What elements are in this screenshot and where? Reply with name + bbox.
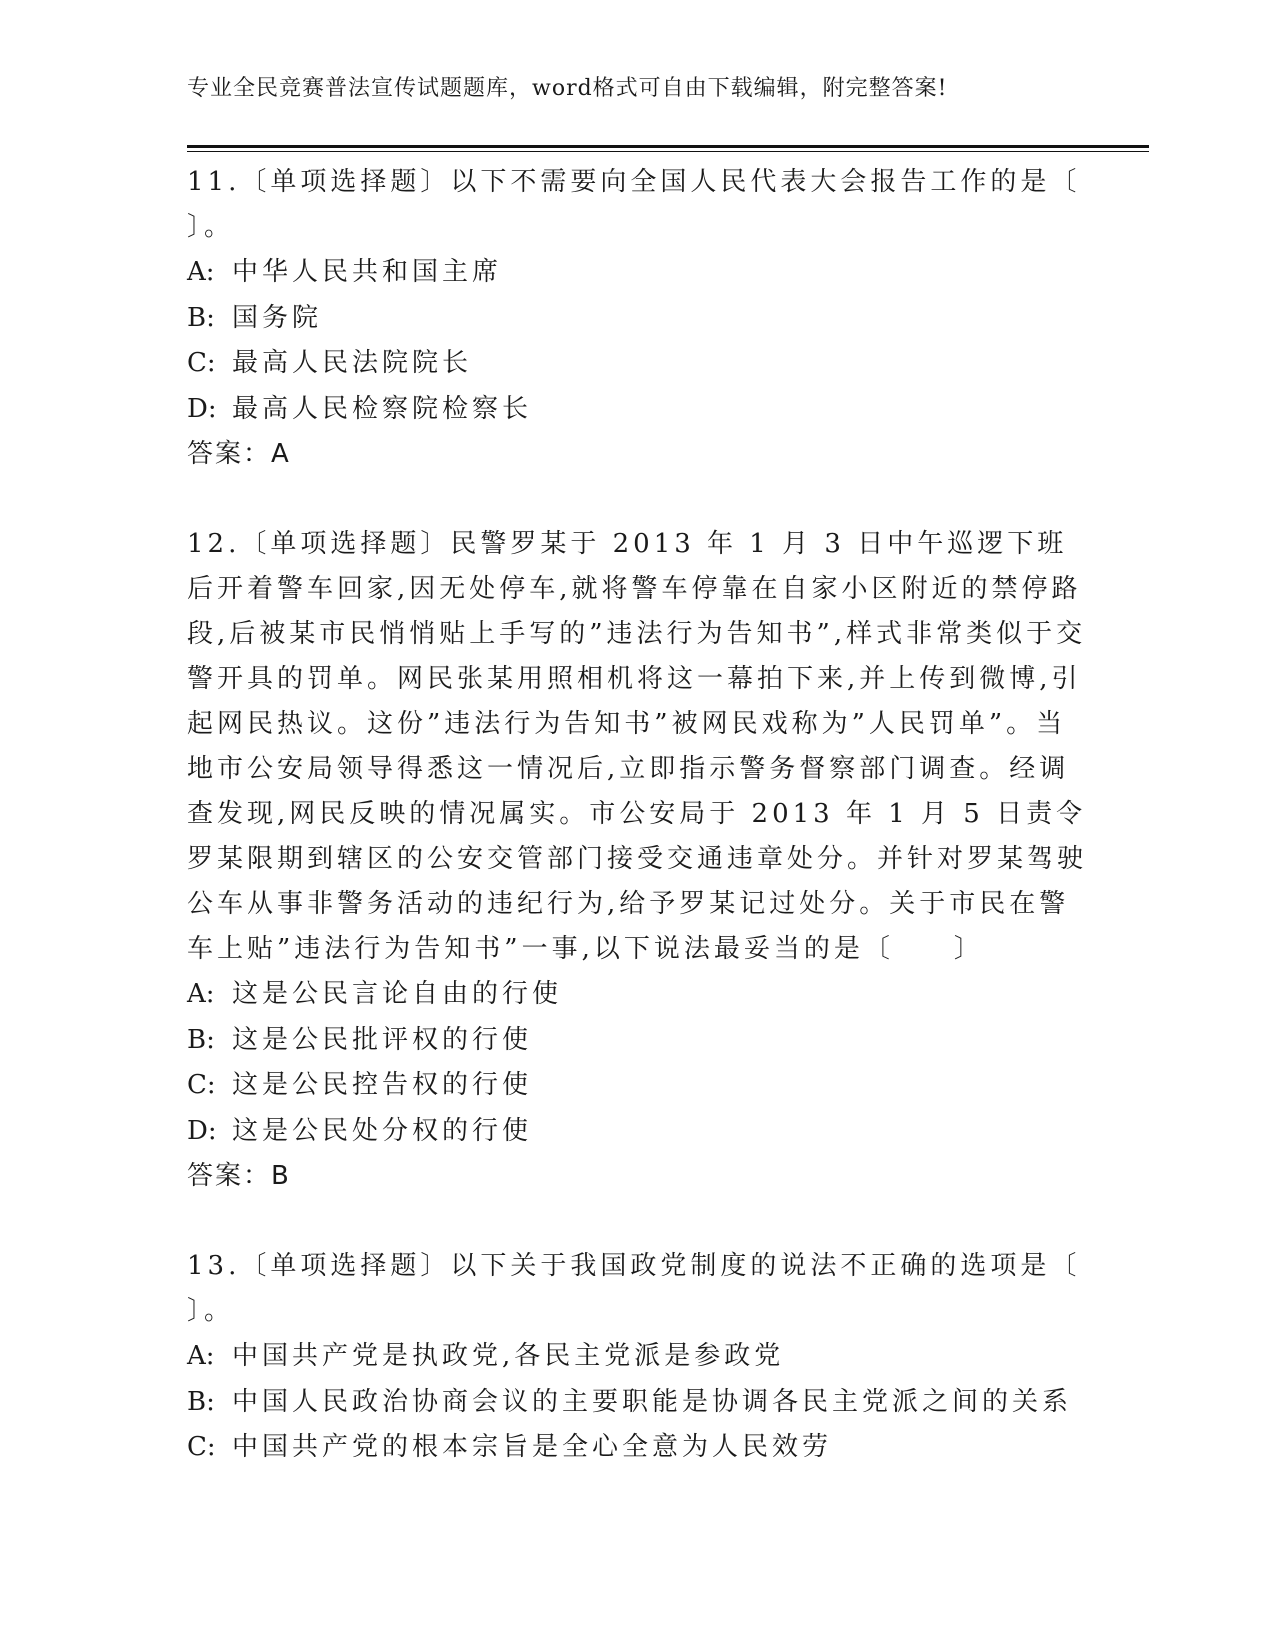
option-text: 中华人民共和国主席 <box>232 257 503 287</box>
option-text: 最高人民法院院长 <box>232 348 473 378</box>
option-text: 这是公民控告权的行使 <box>232 1070 533 1100</box>
question-text: 13.〔单项选择题〕以下关于我国政党制度的说法不正确的选项是〔 〕。 <box>187 1251 1081 1326</box>
option-c <box>187 1063 1087 1109</box>
option-a <box>187 250 1087 296</box>
answer-line: 答案：A <box>187 439 291 469</box>
question-list <box>187 160 1087 1516</box>
option-key: C: <box>187 348 216 378</box>
option-text: 中国人民政治协商会议的主要职能是协调各民主党派之间的关系 <box>232 1386 1073 1417</box>
option-text: 这是公民言论自由的行使 <box>232 979 563 1009</box>
option-b <box>187 296 1087 342</box>
option-a <box>187 972 1087 1018</box>
question-12 <box>187 522 1087 1199</box>
option-text: 最高人民检察院检察长 <box>232 393 533 424</box>
option-text: 这是公民批评权的行使 <box>232 1024 533 1055</box>
option-key: A: <box>187 1341 215 1371</box>
option-d <box>187 1109 1087 1155</box>
option-key: D: <box>187 1115 217 1146</box>
option-c <box>187 341 1087 387</box>
header-divider-thick <box>187 145 1149 148</box>
option-key: C: <box>187 1432 216 1462</box>
option-text: 国务院 <box>232 302 323 333</box>
option-key: B: <box>187 302 215 333</box>
option-text: 中国共产党的根本宗旨是全心全意为人民效劳 <box>232 1432 833 1462</box>
option-key: A: <box>187 979 215 1009</box>
answer-line: 答案：B <box>187 1161 291 1191</box>
option-key: B: <box>187 1024 215 1055</box>
option-key: D: <box>187 393 217 424</box>
header-divider-thin <box>187 151 1149 152</box>
option-key: A: <box>187 257 215 287</box>
page-header: 专业全民竞赛普法宣传试题题库，word格式可自由下载编辑，附完整答案! <box>187 76 948 101</box>
question-text: 12.〔单项选择题〕民警罗某于 2013 年 1 月 3 日中午巡逻下班后开着警车回家,因无处停车,就将警车停靠在自家小区附近的禁停路段,后被某市民悄悄贴上手写的”违法行为告知书”,样式非常类似于交警开具的罚单。网民张某用照相机将这一幕拍下来,并上传到微博,引起网民热议。这份”违法行为告知书”被网民戏称为”人民罚单”。当地市公安局领导得悉这一情况后,立即指示警务督察部门调查。经调查发现,网民反映的情况属实。市公安局于 2013 年 1 月 5 日责令罗某限期到辖区的公安交管部门接受交通违章处分。并针对罗某驾驶公车从事非警务活动的违纪行为,给予罗某记过处分。关于市民在警车上贴”违法行为告知书”一事,以下说法最妥当的是〔 〕 <box>187 529 1088 964</box>
option-a <box>187 1334 1087 1380</box>
question-11 <box>187 160 1087 477</box>
option-b <box>187 1018 1087 1064</box>
option-key: C: <box>187 1070 216 1100</box>
option-text: 这是公民处分权的行使 <box>232 1115 533 1146</box>
option-text: 中国共产党是执政党,各民主党派是参政党 <box>232 1341 785 1371</box>
question-text: 11.〔单项选择题〕以下不需要向全国人民代表大会报告工作的是〔 〕。 <box>187 167 1081 242</box>
question-13 <box>187 1244 1087 1471</box>
option-key: B: <box>187 1386 215 1417</box>
option-c <box>187 1425 1087 1471</box>
option-d <box>187 387 1087 433</box>
option-b <box>187 1380 1087 1426</box>
